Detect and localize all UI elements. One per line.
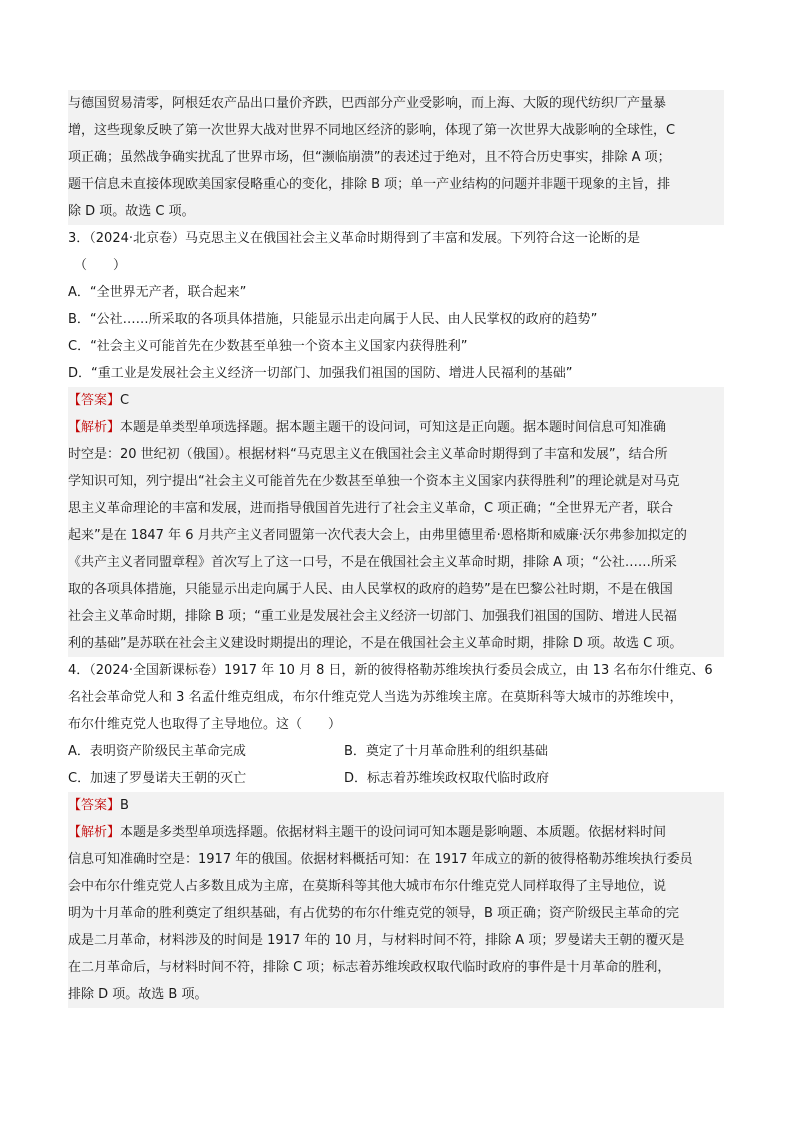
analysis-line: 成是二月革命，材料涉及的时间是 1917 年的 10 月，与材料时间不符，排除 A 项；罗曼诺夫王朝的覆灭是 xyxy=(68,933,685,948)
analysis-line: 《共产主义者同盟章程》首次写上了这一口号，不是在俄国社会主义革命时期，排除 A 项；“公社……所采 xyxy=(68,555,677,570)
document-page xyxy=(68,90,724,1008)
answer-value: B xyxy=(120,798,129,813)
analysis-line: 题干信息未直接体现欧美国家侵略重心的变化，排除 B 项；单一产业结构的问题并非题干现象的主旨，排 xyxy=(68,177,671,192)
question-stem: 3．（2024·北京卷）马克思主义在俄国社会主义革命时期得到了丰富和发展。下列符合这一论断的是 xyxy=(68,231,640,246)
analysis-line xyxy=(68,819,724,846)
answer-tag: 【答案】 xyxy=(68,393,121,408)
question-stem: 布尔什维克党人也取得了主导地位。这（ ） xyxy=(68,717,342,732)
question-stem: 名社会革命党人和 3 名孟什维克组成，布尔什维克党人当选为苏维埃主席。在莫斯科等大城市的苏维埃中， xyxy=(68,690,683,705)
analysis-line xyxy=(68,414,724,441)
analysis-line: 社会主义革命时期，排除 B 项；“重工业是发展社会主义经济一切部门、加强我们祖国的国防、增进人民福 xyxy=(68,609,677,624)
analysis-tag: 【解析】 xyxy=(68,420,121,435)
analysis-text: 本题是多类型单项选择题。依据材料主题干的设问词可知本题是影响题、本质题。依据材料时间 xyxy=(120,825,667,840)
option-b: B．“公社……所采取的各项具体措施，只能显示出走向属于人民、由人民掌权的政府的趋势” xyxy=(68,312,598,327)
analysis-line: 增，这些现象反映了第一次世界大战对世界不同地区经济的影响，体现了第一次世界大战影响的全球性，C xyxy=(68,123,676,138)
option-c: C．加速了罗曼诺夫王朝的灭亡 xyxy=(68,771,247,786)
answer-tag: 【答案】 xyxy=(68,798,121,813)
option-a: A．表明资产阶级民主革命完成 xyxy=(68,744,246,759)
answer-line xyxy=(68,792,724,819)
option-b: B．奠定了十月革命胜利的组织基础 xyxy=(344,744,548,759)
answer-value: C xyxy=(120,393,130,408)
option-c: C．“社会主义可能首先在少数甚至单独一个资本主义国家内获得胜利” xyxy=(68,339,468,354)
options-row xyxy=(68,738,724,765)
question-stem: 4．（2024·全国新课标卷）1917 年 10 月 8 日，新的彼得格勒苏维埃执行委员会成立，由 13 名布尔什维克、6 xyxy=(68,663,713,678)
question-stem: （ ） xyxy=(74,258,127,273)
prev-analysis-block xyxy=(68,90,724,225)
analysis-line: 除 D 项。故选 C 项。 xyxy=(68,204,195,219)
option-d: D．标志着苏维埃政权取代临时政府 xyxy=(344,771,550,786)
analysis-line: 项正确；虽然战争确实扰乱了世界市场，但“濒临崩溃”的表述过于绝对，且不符合历史事实，排除 A 项； xyxy=(68,150,671,165)
answer-block xyxy=(68,387,724,657)
answer-line xyxy=(68,387,724,414)
analysis-line: 思主义革命理论的丰富和发展，进而指导俄国首先进行了社会主义革命，C 项正确；“全世界无产者，联合 xyxy=(68,501,673,516)
analysis-line: 排除 D 项。故选 B 项。 xyxy=(68,987,208,1002)
analysis-line: 在二月革命后，与材料时间不符，排除 C 项；标志着苏维埃政权取代临时政府的事件是十月革命的胜利， xyxy=(68,960,671,975)
option-d: D．“重工业是发展社会主义经济一切部门、加强我们祖国的国防、增进人民福利的基础” xyxy=(68,366,573,381)
question-3 xyxy=(68,225,724,657)
option-a: A．“全世界无产者，联合起来” xyxy=(68,285,247,300)
analysis-tag: 【解析】 xyxy=(68,825,121,840)
answer-block xyxy=(68,792,724,1008)
analysis-text: 本题是单类型单项选择题。据本题主题干的设问词，可知这是正向题。据本题时间信息可知准确 xyxy=(120,420,667,435)
analysis-line: 与德国贸易清零，阿根廷农产品出口量价齐跌，巴西部分产业受影响，而上海、大阪的现代纺织厂产量暴 xyxy=(68,96,667,111)
analysis-line: 利的基础”是苏联在社会主义建设时期提出的理论，不是在俄国社会主义革命时期，排除 D 项。故选 C 项。 xyxy=(68,636,683,651)
question-4 xyxy=(68,657,724,1008)
options-row xyxy=(68,765,724,792)
analysis-line: 取的各项具体措施，只能显示出走向属于人民、由人民掌权的政府的趋势”是在巴黎公社时期，不是在俄国 xyxy=(68,582,673,597)
analysis-line: 时空是：20 世纪初（俄国）。根据材料“马克思主义在俄国社会主义革命时期得到了丰富和发展”，结合所 xyxy=(68,447,668,462)
analysis-line: 信息可知准确时空是：1917 年的俄国。依据材料概括可知：在 1917 年成立的新的彼得格勒苏维埃执行委员 xyxy=(68,852,693,867)
analysis-line: 学知识可知，列宁提出“社会主义可能首先在少数甚至单独一个资本主义国家内获得胜利”的理论就是对马克 xyxy=(68,474,680,489)
analysis-line: 会中布尔什维克党人占多数且成为主席，在莫斯科等其他大城市布尔什维克党人同样取得了主导地位，说 xyxy=(68,879,667,894)
analysis-line: 明为十月革命的胜利奠定了组织基础，有占优势的布尔什维克党的领导，B 项正确；资产阶级民主革命的完 xyxy=(68,906,680,921)
analysis-line: 起来”是在 1847 年 6 月共产主义者同盟第一次代表大会上，由弗里德里希·恩格斯和威廉·沃尔弗参加拟定的 xyxy=(68,528,687,543)
